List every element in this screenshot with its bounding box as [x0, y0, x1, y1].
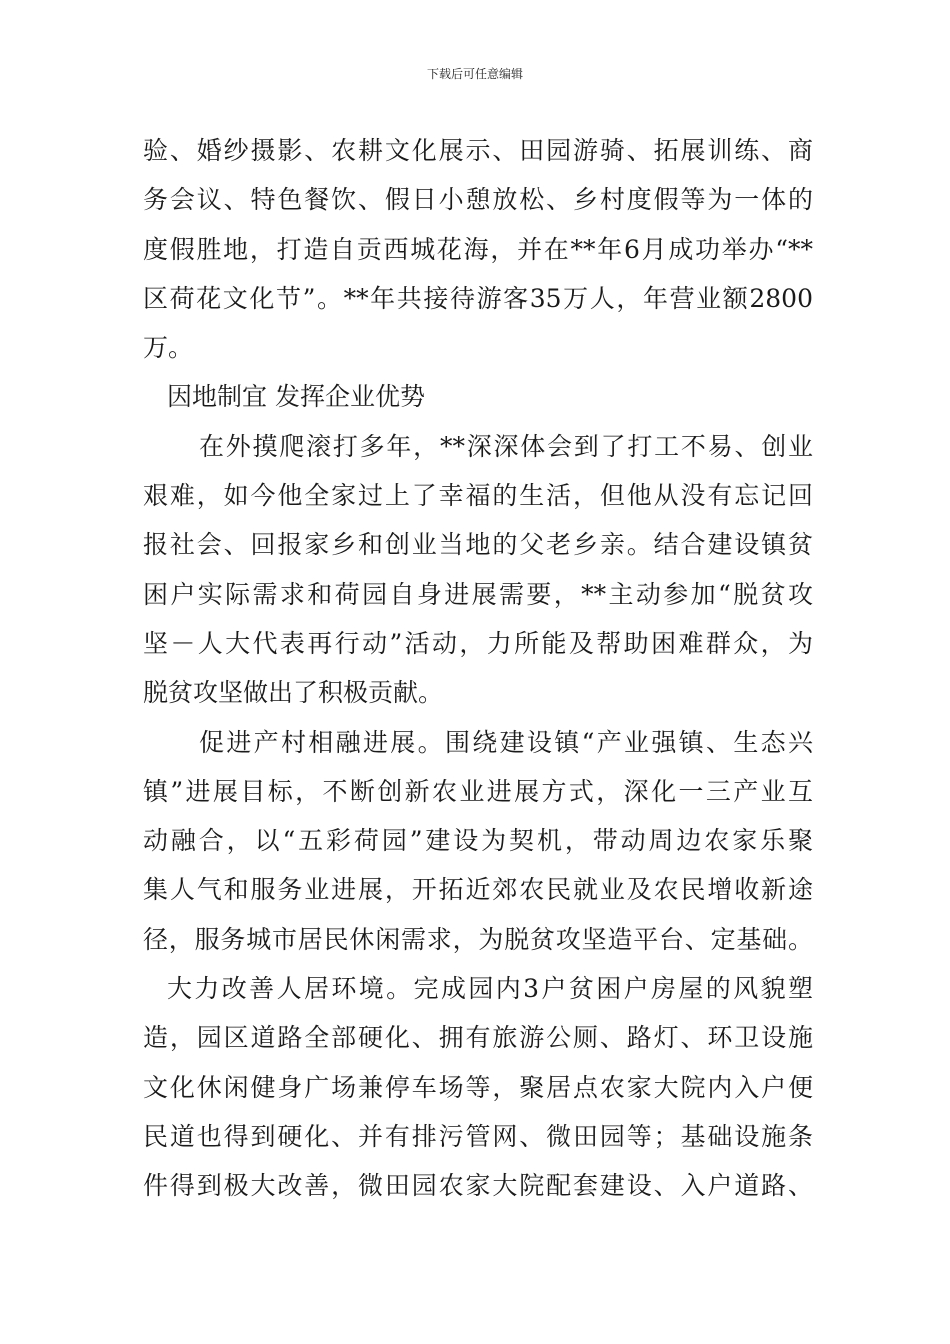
text-line: 件得到极大改善，微田园农家大院配套建设、入户道路、 — [143, 1171, 813, 1201]
text-line: 大力改善人居环境。完成园内3户贫困户房屋的风貌塑 — [167, 974, 813, 1004]
text-line: 坚－人大代表再行动”活动，力所能及帮助困难群众，为 — [143, 628, 813, 658]
text-line: 集人气和服务业进展，开拓近郊农民就业及农民增收新途 — [143, 875, 813, 905]
text-line: 度假胜地，打造自贡西城花海，并在**年6月成功举办“** — [143, 234, 813, 264]
text-line: 民道也得到硬化、并有排污管网、微田园等；基础设施条 — [143, 1121, 813, 1151]
text-line: 务会议、特色餐饮、假日小憩放松、乡村度假等为一体的 — [143, 185, 813, 215]
text-line: 脱贫攻坚做出了积极贡献。 — [143, 678, 444, 708]
text-line: 区荷花文化节”。**年共接待游客35万人，年营业额2800 — [143, 283, 813, 313]
document-body — [143, 126, 813, 1211]
text-line: 文化休闲健身广场兼停车场等，聚居点农家大院内入户便 — [143, 1072, 813, 1102]
text-line: 促进产村相融进展。围绕建设镇“产业强镇、生态兴 — [199, 727, 813, 757]
text-line: 困户实际需求和荷园自身进展需要，**主动参加“脱贫攻 — [143, 579, 813, 609]
text-line: 验、婚纱摄影、农耕文化展示、田园游骑、拓展训练、商 — [143, 136, 813, 165]
text-line: 在外摸爬滚打多年，**深深体会到了打工不易、创业 — [199, 431, 813, 461]
text-line: 动融合，以“五彩荷园”建设为契机，带动周边农家乐聚 — [143, 826, 813, 856]
section-heading: 因地制宜 发挥企业优势 — [167, 382, 425, 412]
text-line: 艰难，如今他全家过上了幸福的生活，但他从没有忘记回 — [143, 481, 813, 511]
page-header: 下载后可任意编辑 — [426, 67, 523, 81]
text-line: 径，服务城市居民休闲需求，为脱贫攻坚造平台、定基础。 — [143, 924, 813, 954]
text-line: 报社会、回报家乡和创业当地的父老乡亲。结合建设镇贫 — [143, 530, 813, 560]
text-line: 造，园区道路全部硬化、拥有旅游公厕、路灯、环卫设施 — [143, 1023, 813, 1053]
text-line: 万。 — [143, 333, 194, 363]
text-line: 镇”进展目标，不断创新农业进展方式，深化一三产业互 — [143, 776, 813, 806]
